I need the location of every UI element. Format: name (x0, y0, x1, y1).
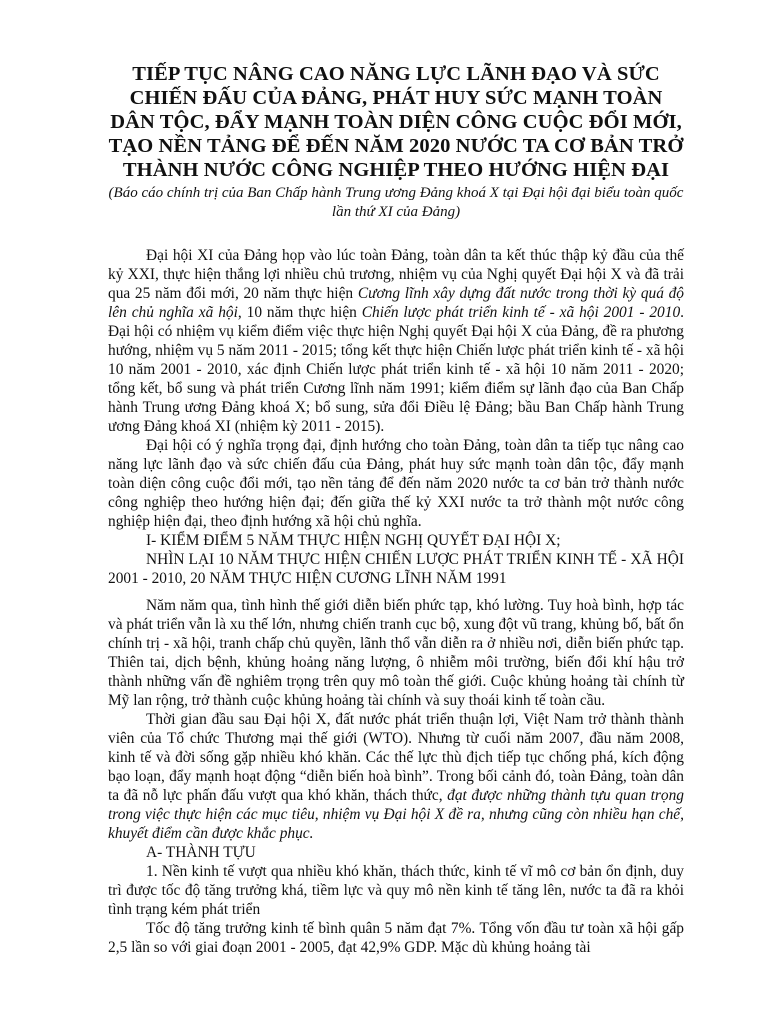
paragraph-1-part-b: Cương lĩnh xây dựng đất nước trong thời kỳ quá độ lên chủ nghĩa xã hội (108, 285, 685, 321)
paragraph-4-part-a: Thời gian đầu sau Đại hội X, đất nước phát triển thuận lợi, Việt Nam trở thành thành viên của Tổ chức Thương mại thế giới (WTO). Nhưng từ cuối năm 2007, đầu năm 2008, kinh tế và đời sống gặp nhiều khó khăn. Các thế lực thù địch tiếp tục chống phá, kích động bạo loạn, đẩy mạnh hoạt động “diễn biến hoà bình”. Trong bối cảnh đó, toàn Đảng, toàn dân ta đã nỗ lực phấn đấu vượt qua khó khăn, thách thức, (108, 711, 684, 804)
paragraph-1-part-c: , 10 năm thực hiện (237, 304, 362, 321)
section-heading-1: I- KIỂM ĐIỂM 5 NĂM THỰC HIỆN NGHỊ QUYẾT ĐẠI HỘI X; (146, 532, 561, 549)
section-heading-2: NHÌN LẠI 10 NĂM THỰC HIỆN CHIẾN LƯỢC PHÁT TRIỂN KINH TẾ - XÃ HỘI 2001 - 2010, 20 NĂM THỰC HIỆN CƯƠNG LĨNH NĂM 1991 (108, 551, 684, 587)
section-heading-3: A- THÀNH TỰU (146, 844, 256, 861)
document-title: TIẾP TỤC NÂNG CAO NĂNG LỰC LÃNH ĐẠO VÀ SỨC CHIẾN ĐẤU CỦA ĐẢNG, PHÁT HUY SỨC MẠNH TOÀN DÂN TỘC, ĐẨY MẠNH TOÀN DIỆN CÔNG CUỘC ĐỔI MỚI, TẠO NỀN TẢNG ĐỂ ĐẾN NĂM 2020 NƯỚC TA CƠ BẢN TRỞ THÀNH NƯỚC CÔNG NGHIỆP THEO HƯỚNG HIỆN ĐẠI (108, 63, 684, 181)
paragraph-6: Tốc độ tăng trưởng kinh tế bình quân 5 năm đạt 7%. Tổng vốn đầu tư toàn xã hội gấp 2,5 lần so với giai đoạn 2001 - 2005, đạt 42,9% GDP. Mặc dù khủng hoảng tài (108, 920, 684, 956)
document-subtitle: (Báo cáo chính trị của Ban Chấp hành Trung ương Đảng khoá X tại Đại hội đại biểu toàn quốc lần thứ XI của Đảng) (108, 185, 684, 220)
paragraph-1-part-a: Đại hội XI của Đảng họp vào lúc toàn Đảng, toàn dân ta kết thúc thập kỷ đầu của thế kỷ XXI, thực hiện thắng lợi nhiều chủ trương, nhiệm vụ của Nghị quyết Đại hội X và đã trải qua 25 năm đổi mới, 20 năm thực hiện (108, 247, 684, 302)
paragraph-2: Đại hội có ý nghĩa trọng đại, định hướng cho toàn Đảng, toàn dân ta tiếp tục nâng cao năng lực lãnh đạo và sức chiến đấu của Đảng, phát huy sức mạnh toàn dân tộc, đẩy mạnh toàn diện công cuộc đổi mới, tạo nền tảng để đến năm 2020 nước ta cơ bản trở thành nước công nghiệp theo hướng hiện đại; đến giữa thế kỷ XXI nước ta trở thành một nước công nghiệp hiện đại, theo định hướng xã hội chủ nghĩa. (108, 437, 684, 530)
paragraph-5: 1. Nền kinh tế vượt qua nhiều khó khăn, thách thức, kinh tế vĩ mô cơ bản ổn định, duy trì được tốc độ tăng trưởng khá, tiềm lực và quy mô nền kinh tế tăng lên, nước ta đã ra khỏi tình trạng kém phát triển (108, 863, 684, 918)
paragraph-4 (108, 710, 684, 843)
paragraph-4-part-b: đạt được những thành tựu quan trọng trong việc thực hiện các mục tiêu, nhiệm vụ Đại hội X đề ra, nhưng cũng còn nhiều hạn chế, khuyết điểm cần được khắc phục. (108, 787, 684, 842)
paragraph-1-part-d: Chiến lược phát triển kinh tế - xã hội 2001 - 2010 (361, 304, 681, 321)
paragraph-1 (108, 246, 684, 436)
paragraph-1-part-e: . Đại hội có nhiệm vụ kiểm điểm việc thực hiện Nghị quyết Đại hội X của Đảng, đề ra phương hướng, nhiệm vụ 5 năm 2011 - 2015; tổng kết thực hiện Chiến lược phát triển kinh tế - xã hội 10 năm 2001 - 2010, xác định Chiến lược phát triển kinh tế - xã hội 10 năm 2011 - 2020; tổng kết, bổ sung và phát triển Cương lĩnh năm 1991; kiểm điểm sự lãnh đạo của Ban Chấp hành Trung ương Đảng khoá X; bổ sung, sửa đổi Điều lệ Đảng; bầu Ban Chấp hành Trung ương Đảng khoá XI (nhiệm kỳ 2011 - 2015). (108, 304, 685, 435)
spacer (108, 588, 684, 596)
paragraph-3: Năm năm qua, tình hình thế giới diễn biến phức tạp, khó lường. Tuy hoà bình, hợp tác và phát triển vẫn là xu thế lớn, nhưng chiến tranh cục bộ, xung đột vũ trang, khủng bố, bất ổn chính trị - xã hội, tranh chấp chủ quyền, lãnh thổ vẫn diễn ra ở nhiều nơi, diễn biến phức tạp. Thiên tai, dịch bệnh, khủng hoảng năng lượng, ô nhiễm môi trường, biến đổi khí hậu trở thành những vấn đề nghiêm trọng trên quy mô toàn thế giới. Cuộc khủng hoảng tài chính từ Mỹ lan rộng, trở thành cuộc khủng hoảng tài chính và suy thoái kinh tế toàn cầu. (108, 597, 684, 709)
